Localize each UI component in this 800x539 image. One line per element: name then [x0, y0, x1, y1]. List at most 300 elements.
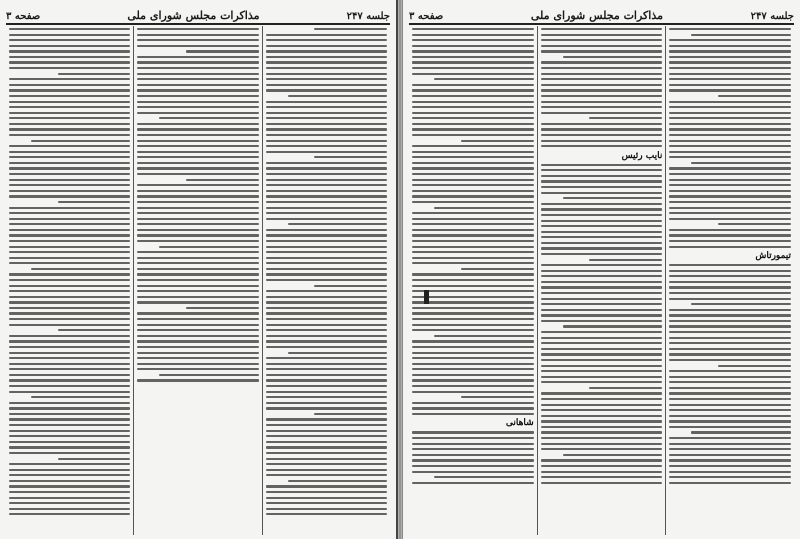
- text-line: [669, 420, 791, 422]
- text-line: [541, 376, 663, 378]
- text-line: [266, 290, 387, 292]
- text-line: [541, 292, 663, 294]
- text-line: [669, 184, 791, 186]
- text-line: [266, 346, 387, 348]
- text-line: [412, 273, 534, 275]
- text-line: [669, 212, 791, 214]
- text-line: [9, 195, 130, 197]
- text-line: [266, 485, 387, 487]
- text-line: [412, 385, 534, 387]
- text-line: [563, 56, 663, 58]
- text-line: [461, 268, 534, 270]
- text-line: [669, 167, 791, 169]
- text-line: [669, 123, 791, 125]
- text-line: [137, 140, 258, 142]
- text-line: [434, 78, 534, 80]
- text-line: [266, 218, 387, 220]
- text-line: [186, 179, 259, 181]
- text-line: [412, 28, 534, 30]
- text-line: [669, 476, 791, 478]
- text-line: [9, 508, 130, 510]
- text-line: [669, 140, 791, 142]
- text-line: [412, 50, 534, 52]
- text-line: [137, 251, 258, 253]
- text-line: [9, 368, 130, 370]
- right-column-1: [665, 26, 794, 535]
- text-line: [9, 184, 130, 186]
- text-line: [541, 140, 663, 142]
- text-line: [718, 365, 791, 367]
- text-line: [412, 459, 534, 461]
- text-line: [9, 391, 130, 393]
- text-line: [137, 34, 258, 36]
- text-line: [541, 225, 663, 227]
- text-line: [137, 268, 258, 270]
- text-line: [137, 128, 258, 130]
- text-line: [266, 318, 387, 320]
- text-line: [669, 448, 791, 450]
- text-line: [718, 223, 791, 225]
- text-line: [541, 476, 663, 478]
- text-line: [266, 84, 387, 86]
- text-line: [541, 145, 663, 147]
- text-line: [266, 134, 387, 136]
- text-line: [266, 452, 387, 454]
- text-line: [718, 95, 791, 97]
- text-line: [9, 513, 130, 515]
- text-line: [9, 446, 130, 448]
- text-line: [541, 404, 663, 406]
- text-line: [9, 257, 130, 259]
- text-line: [9, 167, 130, 169]
- text-line: [669, 240, 791, 242]
- text-line: [669, 404, 791, 406]
- text-line: [412, 218, 534, 220]
- text-line: [541, 106, 663, 108]
- text-line: [266, 184, 387, 186]
- text-line: [412, 257, 534, 259]
- text-line: [669, 454, 791, 456]
- text-line: [9, 491, 130, 493]
- text-line: [266, 324, 387, 326]
- text-line: [266, 407, 387, 409]
- text-line: [669, 459, 791, 461]
- text-line: [541, 186, 663, 188]
- text-line: [541, 348, 663, 350]
- text-line: [9, 469, 130, 471]
- text-line: [266, 463, 387, 465]
- text-line: [541, 275, 663, 277]
- text-line: [159, 246, 259, 248]
- text-line: [563, 454, 663, 456]
- text-line: [412, 329, 534, 331]
- text-line: [541, 314, 663, 316]
- text-line: [266, 396, 387, 398]
- text-line: [541, 431, 663, 433]
- text-line: [266, 268, 387, 270]
- text-line: [9, 173, 130, 175]
- text-line: [541, 169, 663, 171]
- text-line: [137, 101, 258, 103]
- text-line: [412, 324, 534, 326]
- text-line: [9, 212, 130, 214]
- text-line: [9, 290, 130, 292]
- text-line: [412, 251, 534, 253]
- text-line: [669, 151, 791, 153]
- text-line: [669, 370, 791, 372]
- text-line: [266, 340, 387, 342]
- text-line: [669, 134, 791, 136]
- text-line: [137, 78, 258, 80]
- text-line: [541, 231, 663, 233]
- text-line: [137, 262, 258, 264]
- text-line: [9, 363, 130, 365]
- text-line: [266, 379, 387, 381]
- text-line: [669, 415, 791, 417]
- text-line: [9, 123, 130, 125]
- text-line: [137, 84, 258, 86]
- left-page-title: مذاکرات مجلس شورای ملی: [127, 9, 260, 22]
- text-line: [9, 106, 130, 108]
- text-line: [669, 73, 791, 75]
- text-line: [461, 396, 534, 398]
- text-line: [137, 285, 258, 287]
- text-line: [412, 67, 534, 69]
- text-line: [412, 285, 534, 287]
- text-line: [669, 353, 791, 355]
- right-page: [402, 0, 800, 539]
- text-line: [266, 179, 387, 181]
- text-line: [669, 409, 791, 411]
- text-line: [266, 402, 387, 404]
- text-line: [669, 465, 791, 467]
- text-line: [266, 335, 387, 337]
- text-line: [412, 151, 534, 153]
- text-line: [266, 257, 387, 259]
- text-line: [288, 223, 388, 225]
- text-line: [412, 246, 534, 248]
- text-line: [9, 229, 130, 231]
- text-line: [412, 73, 534, 75]
- text-line: [137, 195, 258, 197]
- text-line: [9, 28, 130, 30]
- text-line: [541, 73, 663, 75]
- right-session-label: جلسه ۲۴۷: [750, 11, 794, 22]
- text-line: [541, 342, 663, 344]
- text-line: [9, 424, 130, 426]
- text-line: [412, 312, 534, 314]
- text-line: [266, 329, 387, 331]
- text-line: [412, 407, 534, 409]
- left-column-1: [262, 26, 390, 535]
- text-line: [137, 357, 258, 359]
- text-line: [9, 262, 130, 264]
- text-line: [541, 50, 663, 52]
- text-line: [412, 128, 534, 130]
- text-line: [541, 95, 663, 97]
- text-line: [266, 173, 387, 175]
- text-line: [9, 374, 130, 376]
- text-line: [9, 352, 130, 354]
- text-line: [691, 431, 791, 433]
- text-line: [669, 337, 791, 339]
- text-line: [266, 106, 387, 108]
- text-line: [669, 89, 791, 91]
- text-line: [541, 78, 663, 80]
- text-line: [9, 474, 130, 476]
- text-line: [541, 309, 663, 311]
- text-line: [58, 73, 131, 75]
- text-line: [9, 84, 130, 86]
- text-line: [541, 164, 663, 166]
- text-line: [434, 476, 534, 478]
- text-line: [669, 128, 791, 130]
- text-line: [541, 203, 663, 205]
- text-line: [288, 480, 388, 482]
- text-line: [9, 89, 130, 91]
- text-line: [9, 218, 130, 220]
- text-line: [669, 281, 791, 283]
- text-line: [9, 240, 130, 242]
- text-line: [412, 61, 534, 63]
- text-line: [31, 268, 131, 270]
- text-line: [9, 251, 130, 253]
- text-line: [412, 340, 534, 342]
- text-line: [412, 346, 534, 348]
- text-line: [541, 337, 663, 339]
- text-line: [541, 39, 663, 41]
- text-line: [266, 145, 387, 147]
- text-line: [412, 471, 534, 473]
- text-line: [541, 409, 663, 411]
- text-line: [412, 101, 534, 103]
- text-line: [669, 331, 791, 333]
- text-line: [137, 218, 258, 220]
- text-line: [137, 89, 258, 91]
- text-line: [266, 368, 387, 370]
- text-line: [9, 418, 130, 420]
- text-line: [9, 301, 130, 303]
- text-line: [137, 28, 258, 30]
- text-line: [266, 112, 387, 114]
- text-line: [669, 443, 791, 445]
- text-line: [266, 458, 387, 460]
- text-line: [9, 296, 130, 298]
- text-line: [266, 117, 387, 119]
- text-line: [669, 275, 791, 277]
- text-line: [412, 145, 534, 147]
- text-line: [669, 270, 791, 272]
- text-line: [314, 413, 387, 415]
- text-line: [412, 212, 534, 214]
- text-line: [669, 234, 791, 236]
- text-line: [9, 112, 130, 114]
- text-line: [412, 123, 534, 125]
- text-line: [412, 184, 534, 186]
- text-line: [412, 162, 534, 164]
- text-line: [9, 156, 130, 158]
- text-line: [461, 140, 534, 142]
- text-line: [412, 357, 534, 359]
- text-line: [137, 56, 258, 58]
- text-line: [137, 190, 258, 192]
- text-line: [9, 402, 130, 404]
- text-line: [669, 195, 791, 197]
- text-line: [412, 443, 534, 445]
- text-line: [412, 223, 534, 225]
- text-line: [266, 391, 387, 393]
- left-column-2: [133, 26, 261, 535]
- text-line: [266, 497, 387, 499]
- text-line: [669, 314, 791, 316]
- text-line: [137, 73, 258, 75]
- text-line: [541, 420, 663, 422]
- text-line: [412, 134, 534, 136]
- text-line: [137, 240, 258, 242]
- text-line: [266, 513, 387, 515]
- text-line: [541, 112, 663, 114]
- text-line: [669, 45, 791, 47]
- text-line: [541, 365, 663, 367]
- text-line: [137, 296, 258, 298]
- text-line: [541, 180, 663, 182]
- text-line: [669, 190, 791, 192]
- text-line: [266, 435, 387, 437]
- text-line: [541, 123, 663, 125]
- text-line: [669, 207, 791, 209]
- text-line: [266, 502, 387, 504]
- text-line: [412, 296, 534, 298]
- text-line: [266, 508, 387, 510]
- text-line: [669, 298, 791, 300]
- text-line: [266, 89, 387, 91]
- text-line: [266, 279, 387, 281]
- text-line: [137, 335, 258, 337]
- text-line: [412, 290, 534, 292]
- text-line: [541, 303, 663, 305]
- text-line: [541, 253, 663, 255]
- text-line: [541, 208, 663, 210]
- text-line: [9, 162, 130, 164]
- text-line: [137, 223, 258, 225]
- text-line: [669, 398, 791, 400]
- text-line: [266, 251, 387, 253]
- text-line: [412, 84, 534, 86]
- text-line: [669, 84, 791, 86]
- text-line: [412, 39, 534, 41]
- text-line: [137, 207, 258, 209]
- text-line: [31, 140, 131, 142]
- text-line: [9, 324, 130, 326]
- text-line: [669, 218, 791, 220]
- text-line: [9, 285, 130, 287]
- text-line: [266, 151, 387, 153]
- text-line: [412, 173, 534, 175]
- text-line: [9, 340, 130, 342]
- text-line: [9, 50, 130, 52]
- left-page-header: [6, 4, 390, 25]
- text-line: [412, 368, 534, 370]
- text-line: [266, 39, 387, 41]
- text-line: [412, 482, 534, 484]
- text-line: [541, 286, 663, 288]
- text-line: [412, 201, 534, 203]
- text-line: [266, 229, 387, 231]
- text-line: [266, 195, 387, 197]
- text-line: [541, 101, 663, 103]
- text-line: [669, 381, 791, 383]
- text-line: [9, 78, 130, 80]
- text-line: [137, 145, 258, 147]
- right-columns: [409, 26, 794, 535]
- text-line: [9, 128, 130, 130]
- text-line: [541, 242, 663, 244]
- text-line: [137, 39, 258, 41]
- text-line: [9, 39, 130, 41]
- text-line: [541, 415, 663, 417]
- text-line: [9, 502, 130, 504]
- section-heading: شاهانی: [505, 418, 534, 429]
- text-line: [266, 363, 387, 365]
- text-line: [266, 441, 387, 443]
- text-line: [266, 56, 387, 58]
- text-line: [669, 112, 791, 114]
- text-line: [9, 67, 130, 69]
- text-line: [31, 396, 131, 398]
- text-line: [541, 34, 663, 36]
- text-line: [266, 246, 387, 248]
- text-line: [541, 28, 663, 30]
- text-line: [541, 84, 663, 86]
- text-line: [541, 128, 663, 130]
- margin-mark: [424, 290, 429, 304]
- text-line: [669, 348, 791, 350]
- text-line: [137, 368, 258, 370]
- text-line: [137, 184, 258, 186]
- text-line: [669, 246, 791, 248]
- text-line: [137, 279, 258, 281]
- text-line: [137, 379, 258, 381]
- text-line: [266, 190, 387, 192]
- text-line: [266, 469, 387, 471]
- text-line: [669, 309, 791, 311]
- text-line: [9, 413, 130, 415]
- text-line: [137, 312, 258, 314]
- text-line: [589, 117, 662, 119]
- text-line: [266, 430, 387, 432]
- text-line: [137, 151, 258, 153]
- left-page: [0, 0, 398, 539]
- text-line: [412, 374, 534, 376]
- text-line: [541, 236, 663, 238]
- text-line: [137, 112, 258, 114]
- text-line: [137, 324, 258, 326]
- text-line: [9, 385, 130, 387]
- text-line: [137, 173, 258, 175]
- text-line: [137, 45, 258, 47]
- text-line: [314, 285, 387, 287]
- text-line: [266, 167, 387, 169]
- text-line: [412, 56, 534, 58]
- text-line: [541, 381, 663, 383]
- text-line: [669, 173, 791, 175]
- text-line: [9, 497, 130, 499]
- text-line: [137, 229, 258, 231]
- text-line: [266, 212, 387, 214]
- text-line: [541, 459, 663, 461]
- text-line: [669, 471, 791, 473]
- text-line: [266, 307, 387, 309]
